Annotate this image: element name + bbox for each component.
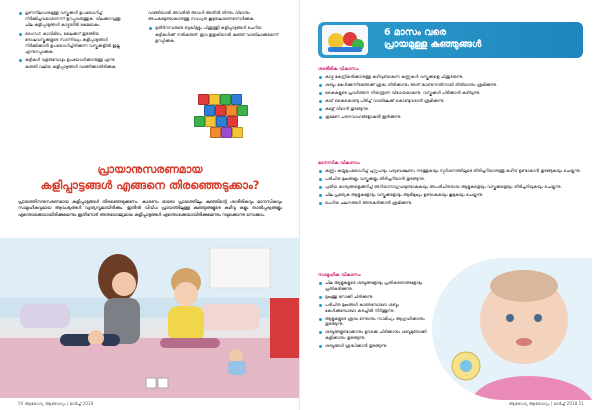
section-header-title: [384, 27, 481, 51]
list-item: ശബ്ദം കേൾക്കുന്നിടത്തേക്ക് ശ്രദ്ധ തിരിക്കാനും അത് കാണുന്നതിനായി തിരിയാനും ശ്രമിക്കുന്നു.: [318, 82, 584, 88]
left-top-column-1: [18, 10, 128, 72]
baby-photo: [432, 258, 592, 400]
title-line-2: കളിപ്പാട്ടങ്ങൾ എങ്ങനെ തിരഞ്ഞെടുക്കാം?: [40, 178, 260, 192]
paragraph: വാങ്ങിയാൽ അവരിൽ അവൾ അതിൽ തിന്നും വീഴാനും അപകടമുണ്ടാകാനുള്ള സാധ്യത കൂടുതലാണെന്നോർക്കുക.: [148, 10, 255, 22]
left-top-column-2: [148, 10, 280, 46]
intro-paragraph: പ്രായത്തിനനുസരണമായ കളിപ്പാട്ടങ്ങൾ തിരഞ്ഞെടുക്കണം. കാരണം ഓരോ പ്രായത്തിലും കുഞ്ഞിന്റെ ശാരീരികവും മാനസികവും സാമൂഹികവുമായ ആവശ്യങ്ങൾ വ്യത്യസ്തമായിരിക്കും. ഇതിൽ വിവിധ പ്രായത്തിലുള്ള കുഞ്ഞുങ്ങളുടെ കഴിവു കളും താൽപ്പര്യങ്ങളും എന്തൊക്കെയായിരിക്കുമെന്നും ഇതിനോട് അനുയോജ്യമായ കളിപ്പാട്ടങ്ങൾ എന്തൊക്കെയായിരിക്കുമെന്നും നമുക്കൊന്നു നോക്കാം.: [18, 200, 282, 218]
social-development-list: [318, 280, 428, 351]
list-item: കണ്ണും കയ്യുമുപയോഗിച്ച് ചുറ്റുപാടും പര്യവേക്ഷണം നടത്തുകയും സ്പർശനത്തിലൂടെ തിരിച്ചറിയാനുള്ള കഴിവ് ഉണ്ടാകാൻ തുടങ്ങുകയും ചെയ്യുന്നു.: [318, 168, 584, 174]
list-item: ആളുകളുടെ ശ്രദ്ധ നേടാനും സാമീപ്യം ആഗ്രഹിക്കാനും തുടങ്ങുന്നു.: [318, 316, 428, 328]
photo-illustration: [0, 238, 300, 398]
header-line-1: 6 മാസം വരെ: [384, 27, 447, 38]
toy-illustration: [322, 25, 368, 55]
page-footer-left: 50 ആരോഗ്യ ആരോഗ്യം | മാർച്ച് 2018: [18, 401, 94, 406]
list-item: കാഴ്ച കേന്ദ്രീകരിക്കാനുള്ള കഴിവുണ്ടാകുന്ന കണ്ണുകൾ വസ്തുക്കളെ പിന്തുടരുന്നു.: [318, 74, 584, 80]
list-item: ചില പ്രത്യേക ആളുകളോടും വസ്തുക്കളോടും ആഭിമുഖ്യം ഉണ്ടാകുകയും കൂടുകയും ചെയ്യുന്നു.: [318, 192, 584, 198]
section-heading-physical: ശാരീരിക വികാസം: [318, 67, 359, 72]
article-title: [18, 163, 282, 193]
page-footer-right: ആരോഗ്യ ആരോഗ്യം | മാർച്ച് 2018 51: [508, 401, 584, 406]
list-item: ചെറിയ ചലനങ്ങൾ അനുകരിക്കാൻ ശ്രമിക്കുന്നു.: [318, 200, 584, 206]
list-item: ശബ്ദങ്ങളുണ്ടാക്കാനും ഉറക്കെ ചിരിക്കാനും ശബ്ദമുണ്ടാക്കി കളിക്കാനും തുടങ്ങുന്നു.: [318, 329, 428, 341]
section-heading-mental: മാനസിക വികാസം: [318, 161, 360, 166]
list-item: പരിചിത മുഖങ്ങൾ കാണുമ്പോഴോ ശബ്ദം കേൾക്കുമ്പോഴോ കരച്ചിൽ നിർത്തുന്നു.: [318, 302, 428, 314]
physical-development-list: [318, 74, 584, 122]
list-item: മുഖത്തു നോക്കി ചിരിക്കുന്നു.: [318, 294, 428, 300]
toy-header-image: [322, 25, 368, 55]
header-line-2: പ്രായമുള്ള കുഞ്ഞുങ്ങൾ: [384, 39, 482, 50]
section-heading-social: സാമൂഹിക വികാസം: [318, 273, 361, 278]
list-item: ഗുണനിലവാരമുള്ള വസ്തുക്കൾ ഉപയോഗിച്ച് നിർമ്മിച്ചവയാണെന്ന് ഉറപ്പുവരുത്തുക. വിലക്കുറവുള്ള ചില കളിപ്പാട്ടങ്ങൾ കാഴ്ചയിൽ കേമമാകും.: [18, 10, 128, 29]
children-playing-photo: [0, 238, 300, 398]
list-item: മുതിർന്നവരുടെ ബുദ്ധിമുട്ടും പിന്തുള്ളി കളിപ്പാട്ടങ്ങൾ ചെറിയ കുട്ടികൾക്ക് നൽകരുത്. ഇവ ഇളകിയാൽ കുഞ്ഞ് വായിലാക്കുമെന്ന് ഉറപ്പിക്കുക.: [148, 25, 280, 44]
title-line-1: പ്രായാനുസരണമായ: [97, 163, 203, 176]
list-item: കൈകളുടെ പ്രവർത്തന നിയന്ത്രണ വിധേയമാകുന്നു. വസ്തുക്കൾ പിടിക്കാൻ കഴിയുന്നു.: [318, 90, 584, 96]
list-item: കമഴ്ന്ന് വീഴാൻ തുടങ്ങുന്നു.: [318, 106, 584, 112]
mental-development-list: [318, 168, 584, 208]
list-item: പുതിയ കാര്യങ്ങളെക്കുറിച്ച് അറിയാനാഗ്രഹമുണ്ടാകുകയും അപരിചിതരായ ആളുകളെയും വസ്തുക്കളെയും തിരിച്ചറിയുകയും ചെയ്യുന്നു.: [318, 184, 584, 190]
list-item: ഗൈഡ്, കാവിമിഠം, ലൈക്കറ് തുടങ്ങിയ ദോഷവസ്തുക്കളുടെ സാന്നിദ്ധ്യം കളിപ്പാട്ടങ്ങൾ നിർമ്മിക്കാൻ ഉപയോഗിച്ചിരിക്കുന്ന വസ്തുക്കളിൽ ഇല്ല എന്നുറപ്പാക്കുക.: [18, 31, 128, 56]
list-item: പരിചിത മുഖങ്ങളും വസ്തുക്കളും തിരിച്ചറിയാൻ തുടങ്ങുന്നു.: [318, 176, 584, 182]
baby-illustration: [432, 258, 592, 400]
list-item: കുട്ടികൾ വളരുമ്പോഴും ഉപയോഗിക്കാനുള്ള എന്നു കരുതി വലിയ കളിപ്പാട്ടങ്ങൾ വാങ്ങിക്കാതിരിക്കുക.: [18, 57, 128, 69]
building-blocks-image: [188, 88, 258, 148]
list-item: ക്രമേണ ചരനവാഹങ്ങളാകുൽ ഇരിക്കുന്നു.: [318, 114, 584, 120]
list-item: കയ് കൈകൊണ്ടു പിടിച്ച് വായിലേക്ക് കൊണ്ടുവരാൻ ശ്രമിക്കുന്നു.: [318, 98, 584, 104]
list-item: ശബ്ദങ്ങൾ ശ്രദ്ധിക്കാൻ തുടങ്ങുന്നു.: [318, 343, 428, 349]
list-item: ചില ആളുകളുടെ ശബ്ദങ്ങളോടും പ്രതികരണങ്ങളോടും പ്രതികരിക്കുന്നു.: [318, 280, 428, 292]
